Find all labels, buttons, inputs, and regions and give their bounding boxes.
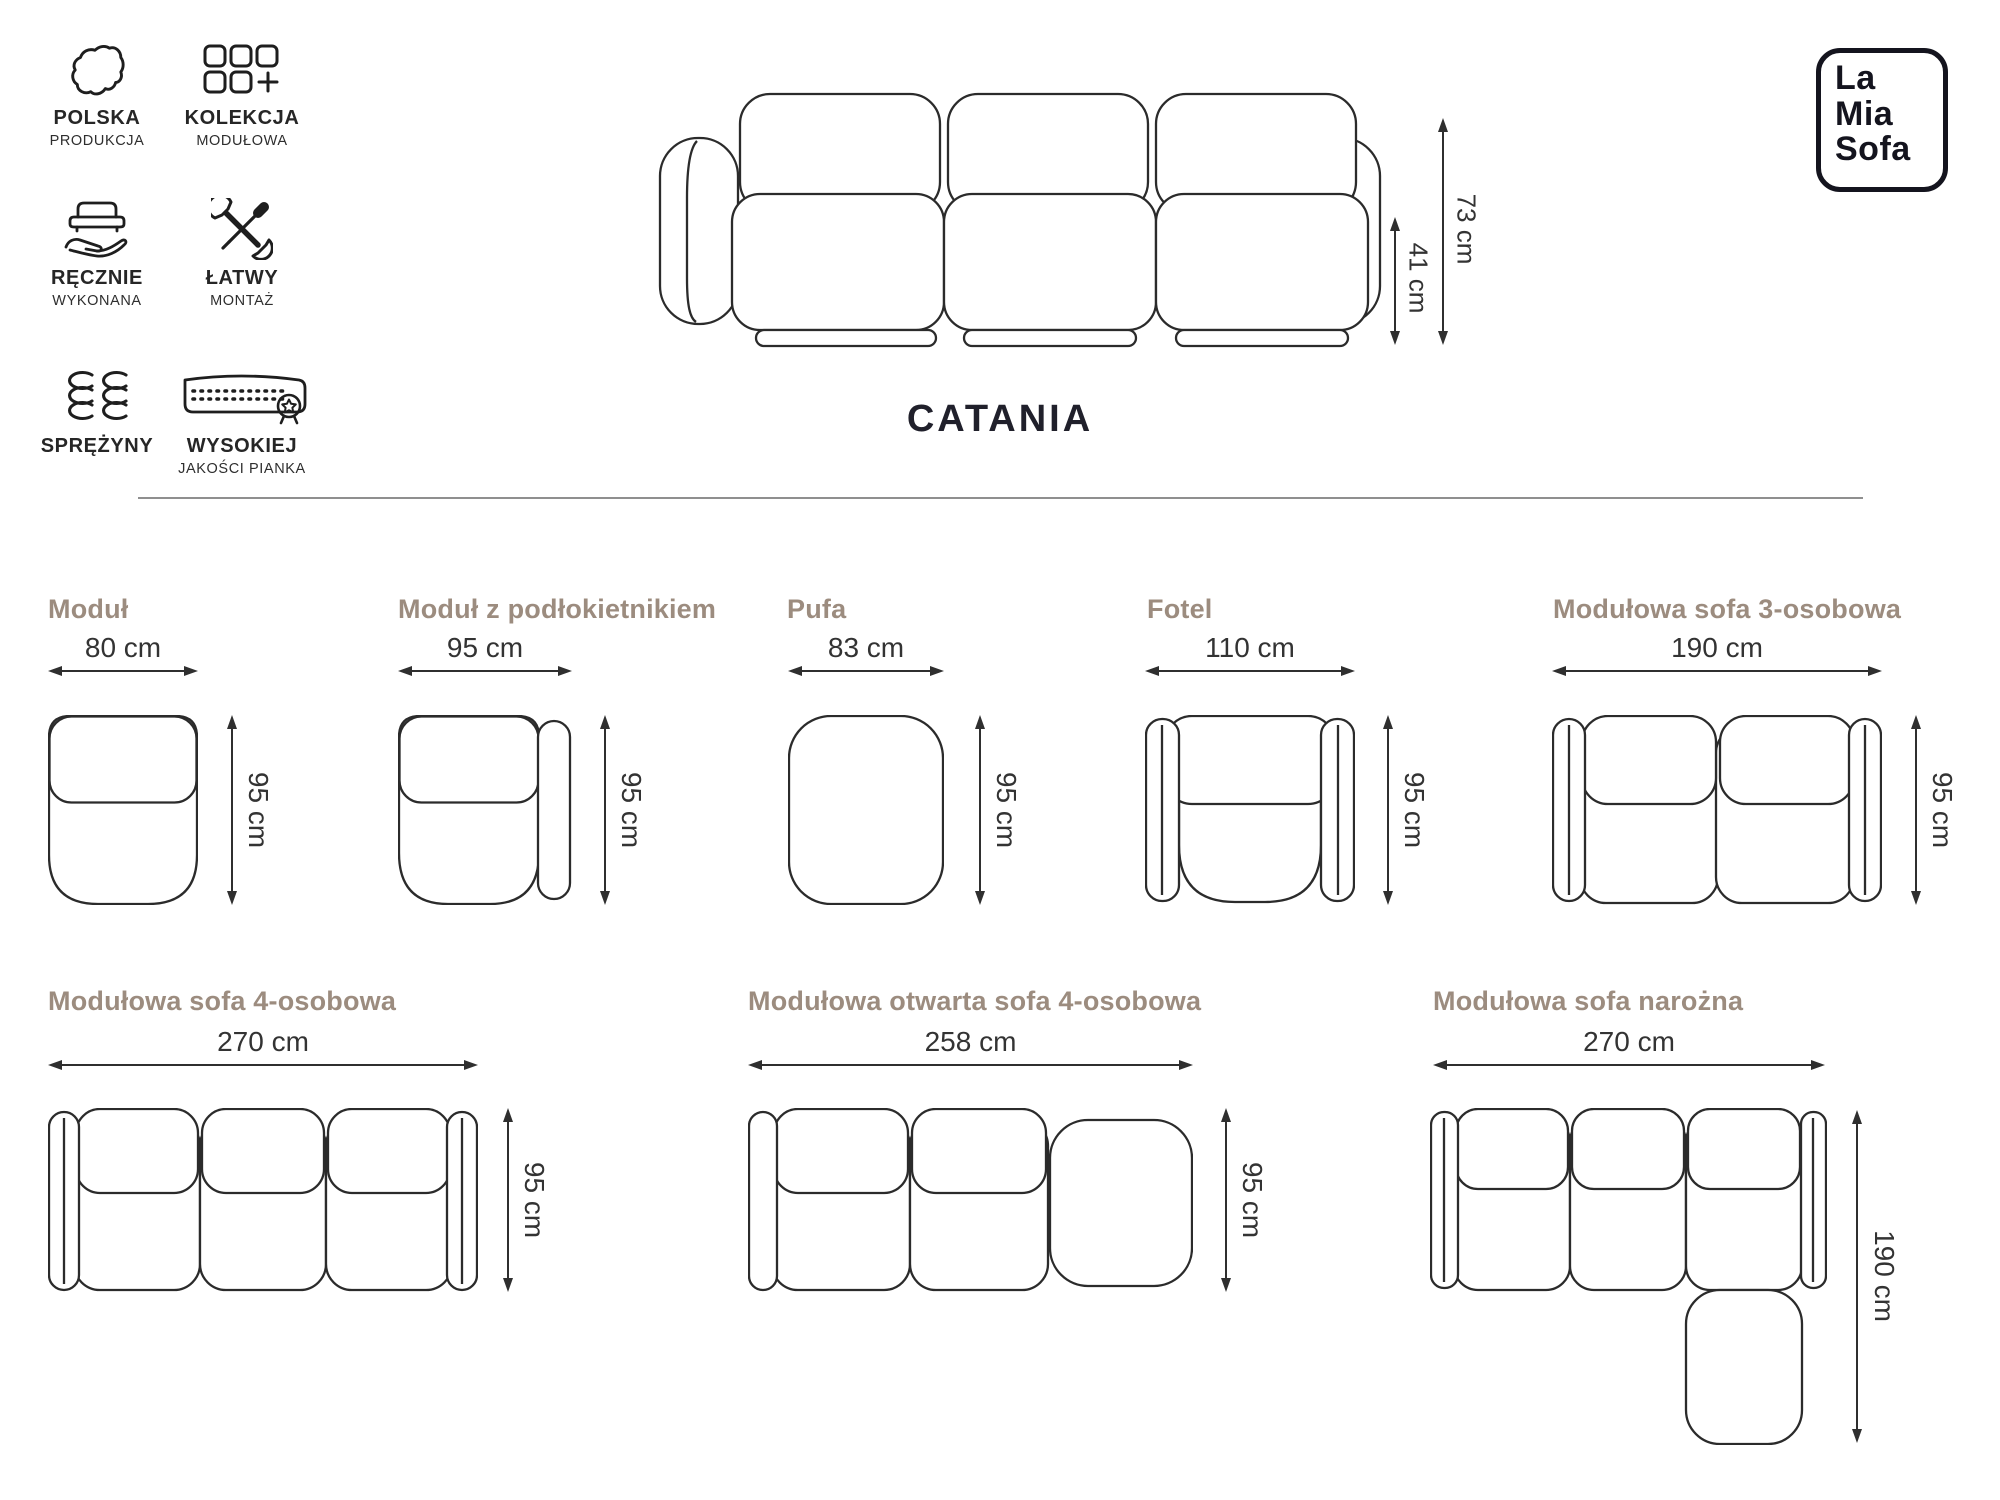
springs-icon <box>64 364 130 428</box>
width-label: 80 cm <box>84 632 162 663</box>
sofa-4-drawing <box>48 1108 478 1292</box>
height-label: 95 cm <box>1927 771 1958 849</box>
foam-quality-icon <box>175 364 309 428</box>
width-arrow <box>1433 1059 1825 1071</box>
armchair-drawing <box>1145 715 1355 905</box>
section-divider <box>138 497 1863 499</box>
width-label: 258 cm <box>924 1026 1017 1057</box>
diagram-title-sofa-3: Modułowa sofa 3-osobowa <box>1553 594 1902 624</box>
diagram-title-sofa-4: Modułowa sofa 4-osobowa <box>48 986 397 1016</box>
diagram-title-modul-z-podlokietnikiem: Moduł z podłokietnikiem <box>398 594 717 624</box>
height-arrow <box>1382 715 1394 905</box>
badge-kolekcja-modulowa <box>147 36 337 150</box>
height-arrow <box>1910 715 1922 905</box>
seat-height-arrow <box>1389 217 1401 345</box>
badge-label: ŁATWY <box>205 267 279 289</box>
width-label: 270 cm <box>1583 1026 1675 1057</box>
module-with-armrest-drawing <box>398 715 572 905</box>
height-label: 95 cm <box>616 771 647 849</box>
sofa-3-drawing <box>1552 715 1882 905</box>
height-label: 95 cm <box>1399 771 1430 849</box>
logo-line: Sofa <box>1835 130 1911 169</box>
height-label: 95 cm <box>519 1161 550 1239</box>
badge-sublabel: JAKOŚCI PIANKA <box>178 461 306 477</box>
width-arrow <box>1145 665 1355 677</box>
width-arrow <box>788 665 944 677</box>
badge-label: WYSOKIEJ <box>186 435 298 457</box>
badge-label: KOLEKCJA <box>184 107 300 129</box>
width-arrow <box>48 1059 478 1071</box>
la-mia-sofa-logo <box>1816 48 1948 192</box>
badge-sublabel: MONTAŻ <box>210 293 274 309</box>
badge-sublabel: PRODUKCJA <box>49 133 145 149</box>
badge-label: RĘCZNIE <box>51 267 143 289</box>
height-arrow <box>502 1108 514 1292</box>
height-label: 95 cm <box>1237 1161 1268 1239</box>
total-height-label: 73 cm <box>1451 193 1482 265</box>
width-arrow <box>748 1059 1193 1071</box>
height-arrow <box>599 715 611 905</box>
sofa-open-4-drawing <box>748 1108 1193 1292</box>
height-arrow <box>226 715 238 905</box>
height-arrow <box>1220 1108 1232 1292</box>
diagram-title-sofa-narozna: Modułowa sofa narożna <box>1433 986 1744 1016</box>
width-label: 110 cm <box>1205 632 1295 663</box>
diagram-title-fotel: Fotel <box>1147 594 1213 624</box>
pufa-drawing <box>788 715 944 905</box>
seat-height-label: 41 cm <box>1403 242 1434 314</box>
badge-sublabel: WYKONANA <box>52 293 142 309</box>
diagram-title-sofa-otwarta-4: Modułowa otwarta sofa 4-osobowa <box>748 986 1202 1016</box>
total-height-arrow <box>1437 118 1449 345</box>
width-label: 190 cm <box>1671 632 1763 663</box>
modular-collection-icon <box>203 36 281 100</box>
easy-assembly-tools-icon <box>211 196 273 260</box>
width-label: 270 cm <box>217 1026 309 1057</box>
badge-wysokiej-jakosci-pianka <box>147 364 337 478</box>
width-arrow <box>1552 665 1882 677</box>
poland-map-icon <box>68 36 126 100</box>
product-title: CATANIA <box>906 398 1094 440</box>
height-arrow <box>974 715 986 905</box>
width-arrow <box>398 665 572 677</box>
height-label: 190 cm <box>1869 1230 1900 1322</box>
logo-line: Mia <box>1835 94 1894 133</box>
logo-line: La <box>1835 59 1876 97</box>
corner-sofa-drawing <box>1430 1108 1827 1445</box>
height-arrow <box>1851 1110 1863 1443</box>
main-sofa-drawing <box>640 78 1400 378</box>
badge-sublabel: MODUŁOWA <box>196 133 288 149</box>
badge-label: SPRĘŻYNY <box>40 435 154 457</box>
height-label: 95 cm <box>991 771 1022 849</box>
width-label: 95 cm <box>446 632 524 663</box>
handmade-sofa-icon <box>64 196 130 260</box>
badge-latwy-montaz <box>147 196 337 310</box>
diagram-title-modul: Moduł <box>48 594 129 624</box>
width-label: 83 cm <box>827 632 905 663</box>
diagram-title-pufa: Pufa <box>787 594 847 624</box>
badge-label: POLSKA <box>53 107 141 129</box>
module-drawing <box>48 715 198 905</box>
width-arrow <box>48 665 198 677</box>
height-label: 95 cm <box>243 771 274 849</box>
